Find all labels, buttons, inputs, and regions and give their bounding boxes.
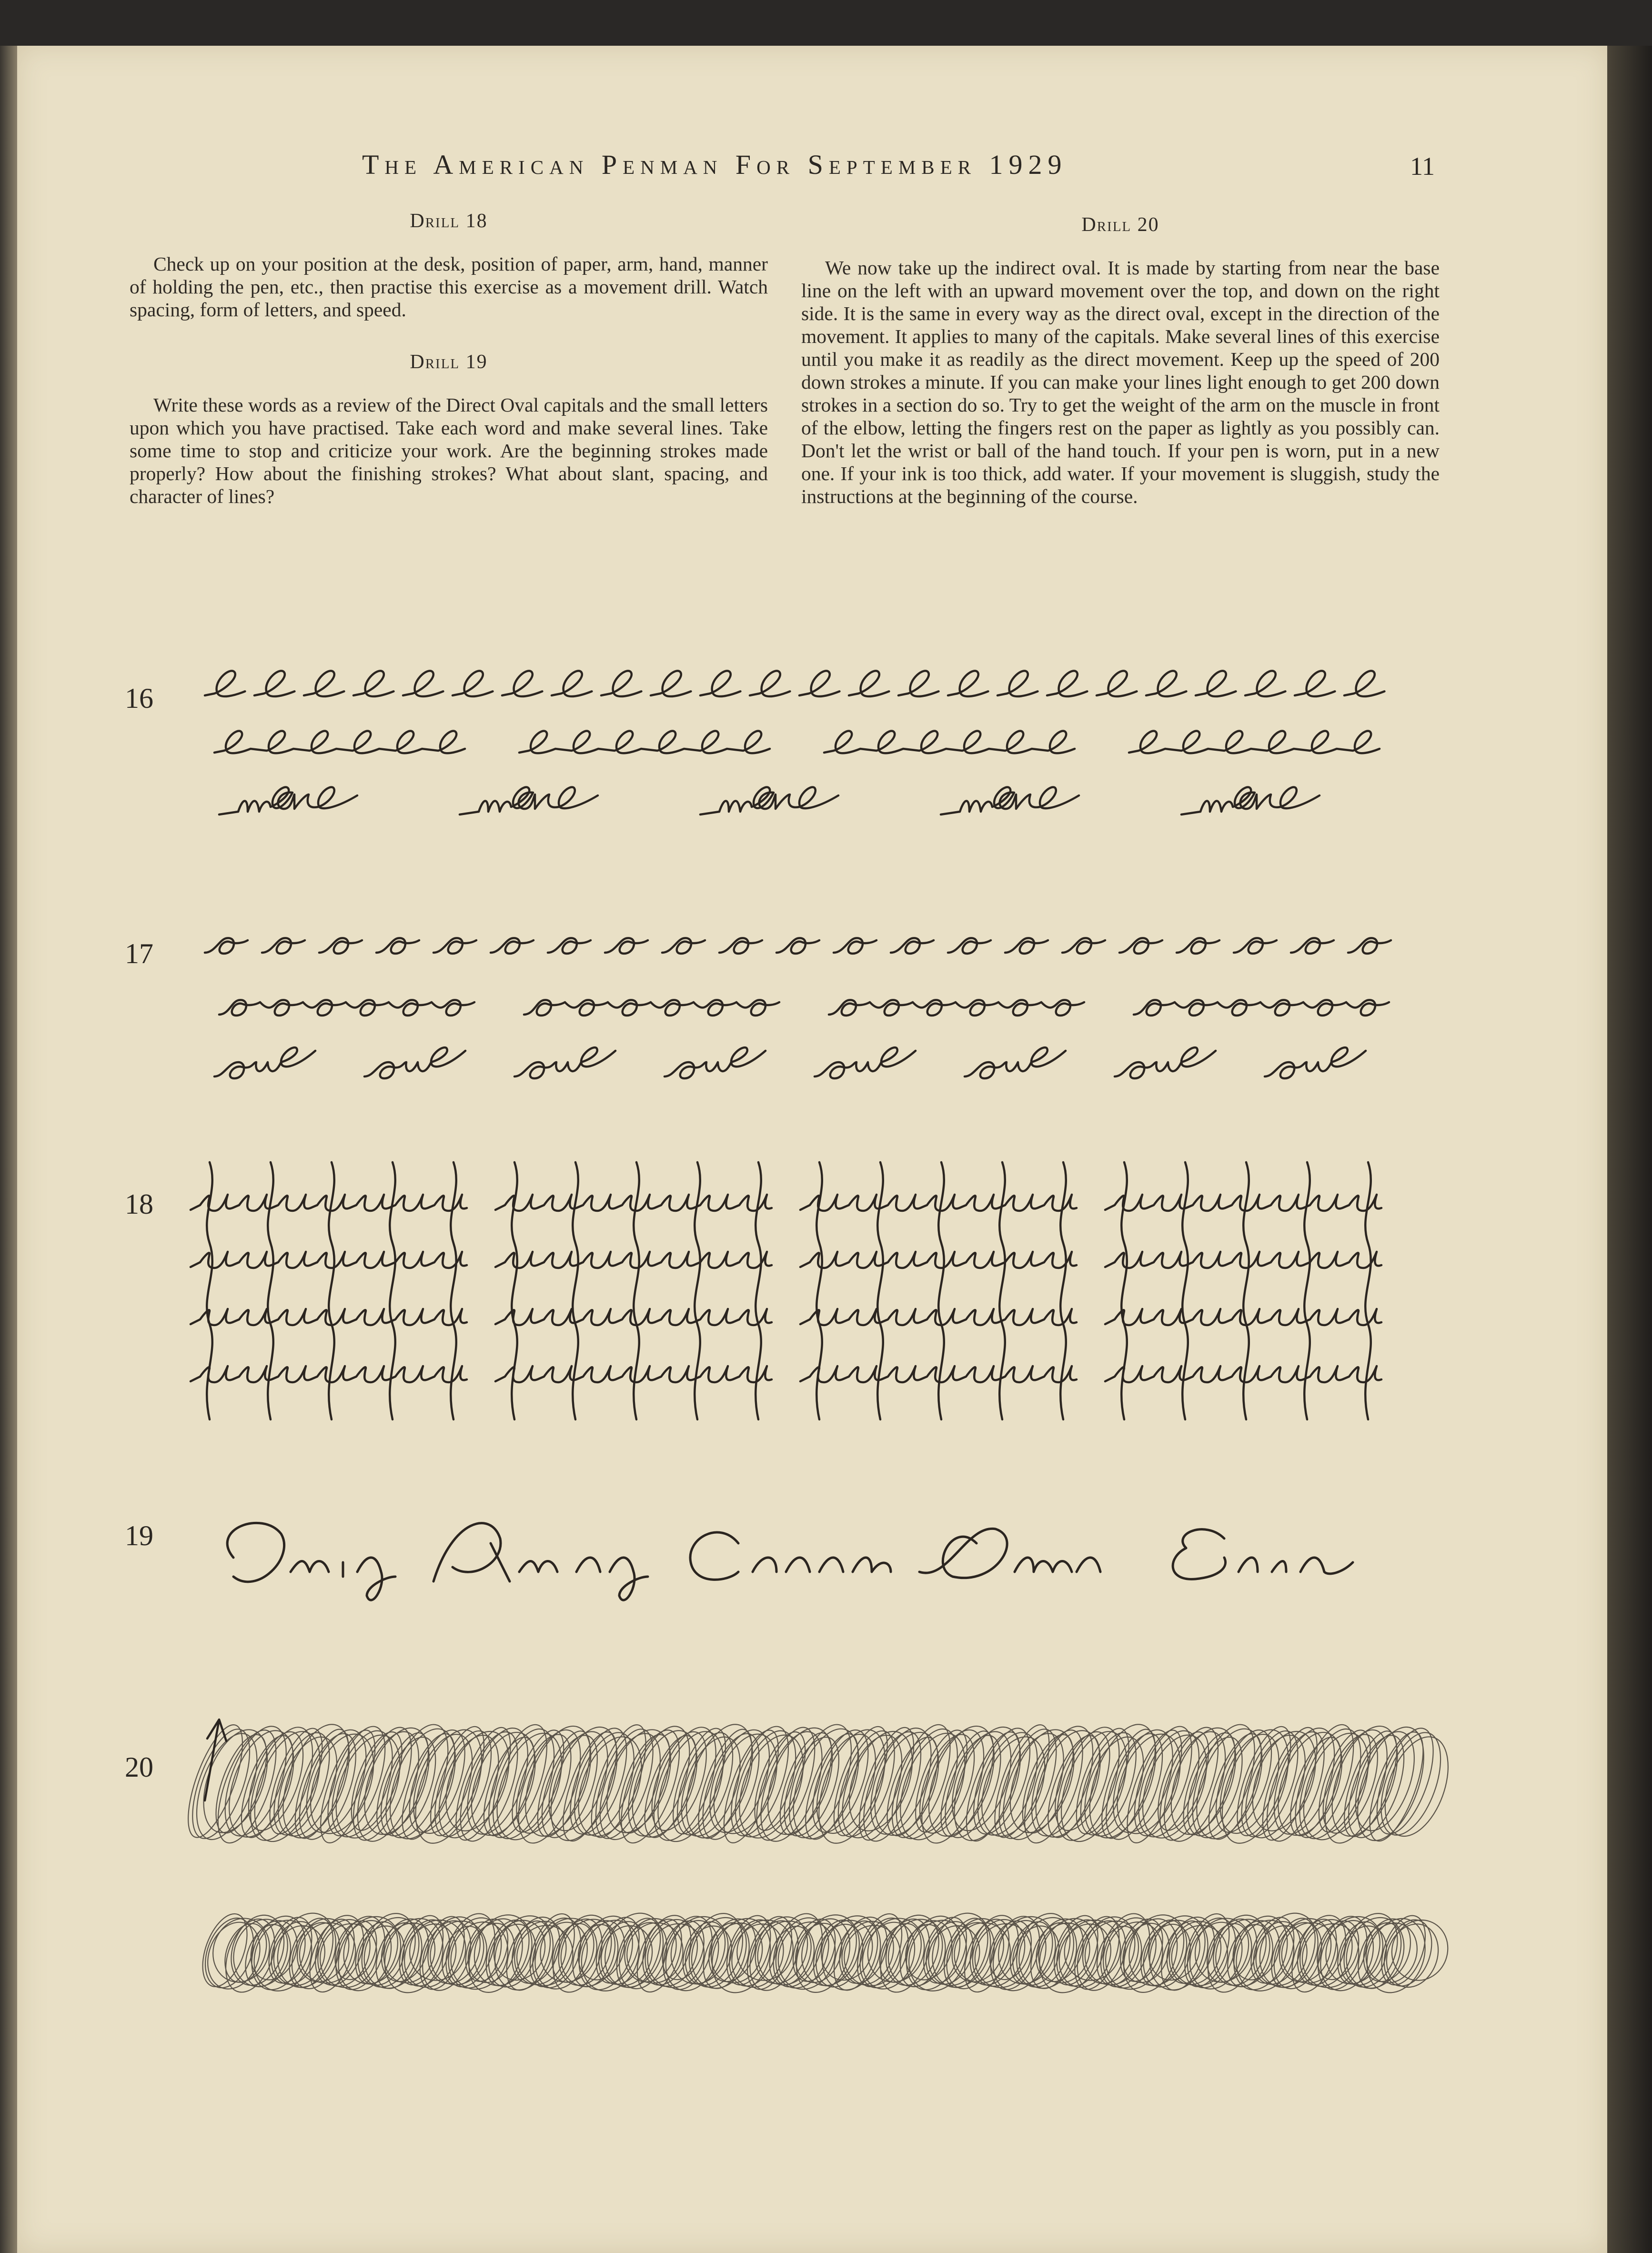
plate-20-indirect-oval-drill	[186, 1705, 1424, 2039]
row-20-number: 20	[125, 1751, 153, 1783]
running-header: The American Penman For September 1929	[362, 149, 1068, 180]
right-column	[801, 210, 1440, 508]
drill-20-heading: Drill 20	[1081, 214, 1159, 236]
row-16-number: 16	[125, 683, 153, 714]
drill-18-heading: Drill 18	[410, 210, 488, 232]
row-18-number: 18	[125, 1188, 153, 1220]
page-number: 11	[1410, 152, 1435, 181]
plate-19-capital-words	[205, 1500, 1415, 1605]
drill-19-heading: Drill 19	[410, 351, 488, 373]
plate-17-o-exercise	[210, 919, 1429, 1100]
row-17-number: 17	[125, 938, 153, 969]
plate-16-e-exercise	[210, 662, 1429, 838]
row-19-number: 19	[125, 1520, 153, 1551]
drill-19-text: Write these words as a review of the Direct Oval capitals and the small letters upon which you have practised. Take each word and make several lines. Take some time to stop and criticize your work. Are the beginning strokes made properly? How about the finishing strokes? What about slant, spacing, and character of lines?	[130, 394, 768, 507]
plate-18-u-exercise	[181, 1162, 1410, 1429]
page-edge	[1607, 46, 1652, 2253]
drill-20-text: We now take up the indirect oval. It is made by starting from near the base line on the left with an upward movement over the top, and down on the right side. It is the same in every way as the direct oval, except in the direction of the movement. It applies to many of the capitals. Make several lines of this exercise until you make it as readily as the direct movement. Keep up the speed of 200 down strokes a minute. If you can make your lines light enough to get 200 down strokes in a section do so. Try to get the weight of the arm on the muscle in front of the elbow, letting the fingers rest on the paper as lightly as you possibly can. Don't let the wrist or ball of the hand touch. If your pen is worn, put in a new one. If your ink is too thick, add water. If your movement is sluggish, study the instructions at the beginning of the course.	[801, 257, 1440, 507]
drill-18-text: Check up on your position at the desk, position of paper, arm, hand, manner of holding the pen, etc., then practise this exercise as a movement drill. Watch spacing, form of letters, and speed.	[130, 253, 768, 321]
left-column	[130, 210, 768, 508]
page-gutter	[0, 46, 17, 2253]
